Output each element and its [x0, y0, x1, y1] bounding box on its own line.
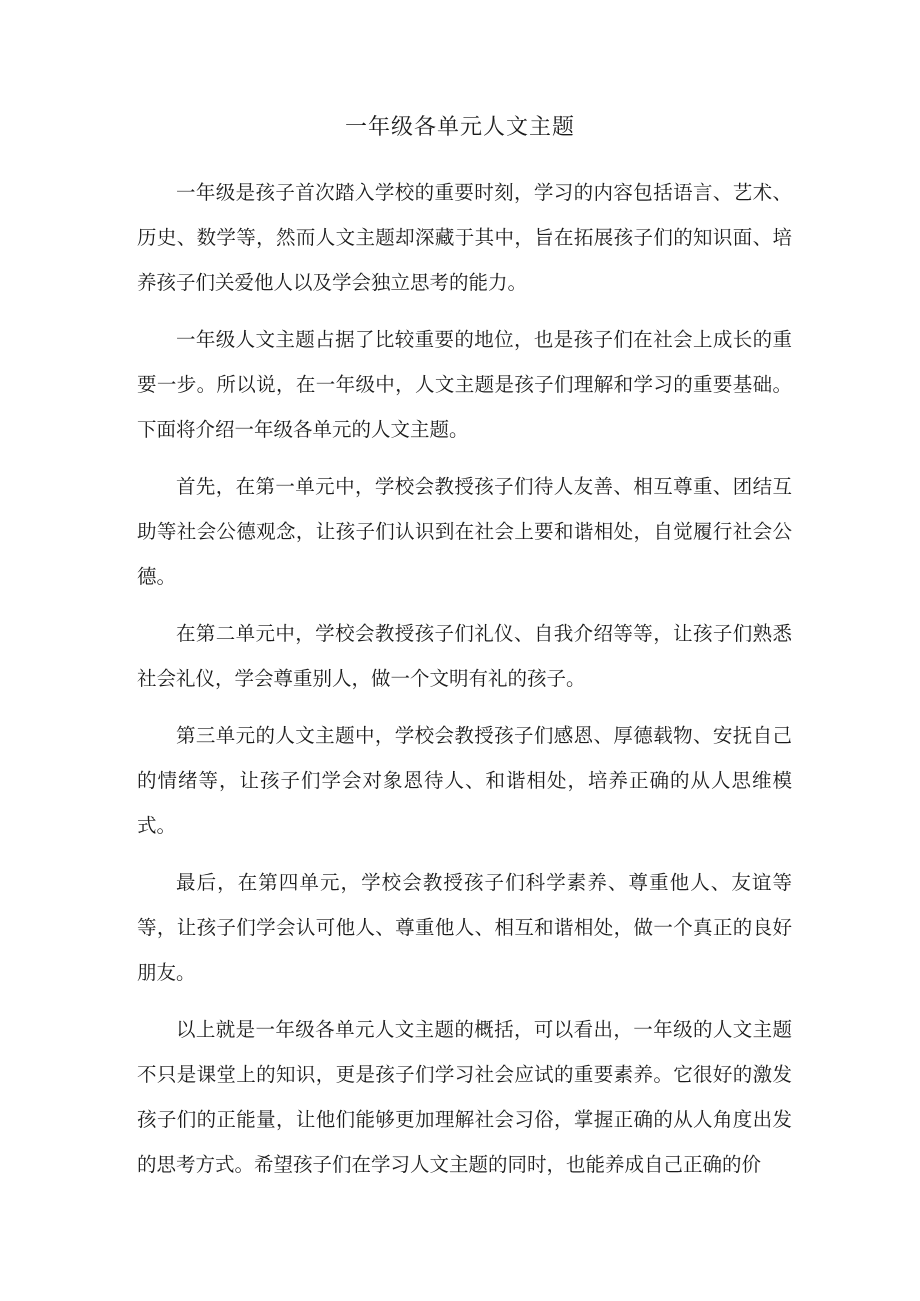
paragraph-1: 一年级是孩子首次踏入学校的重要时刻，学习的内容包括语言、艺术、历史、数学等，然而人文主题却深藏于其中，旨在拓展孩子们的知识面、培养孩子们关爱他人以及学会独立思考的能力。: [137, 181, 792, 294]
paragraph-7: 以上就是一年级各单元人文主题的概括，可以看出，一年级的人文主题不只是课堂上的知识，更是孩子们学习社会应试的重要素养。它很好的激发孩子们的正能量，让他们能够更加理解社会习俗，掌握正确的从人角度出发的思考方式。希望孩子们在学习人文主题的同时，也能养成自己正确的价: [137, 1018, 792, 1176]
document-title: 一年级各单元人文主题: [344, 115, 575, 140]
paragraph-4: 在第二单元中，学校会教授孩子们礼仪、自我介绍等等，让孩子们熟悉社会礼仪，学会尊重别人，做一个文明有礼的孩子。: [137, 622, 792, 690]
paragraph-5: 第三单元的人文主题中，学校会教授孩子们感恩、厚德载物、安抚自己的情绪等，让孩子们学会对象恩待人、和谐相处，培养正确的从人思维模式。: [137, 724, 792, 837]
paragraph-6: 最后，在第四单元，学校会教授孩子们科学素养、尊重他人、友谊等等，让孩子们学会认可他人、尊重他人、相互和谐相处，做一个真正的良好朋友。: [137, 871, 792, 984]
paragraph-3: 首先，在第一单元中，学校会教授孩子们待人友善、相互尊重、团结互助等社会公德观念，让孩子们认识到在社会上要和谐相处，自觉履行社会公德。: [137, 475, 792, 588]
paragraph-2: 一年级人文主题占据了比较重要的地位，也是孩子们在社会上成长的重要一步。所以说，在一年级中，人文主题是孩子们理解和学习的重要基础。下面将介绍一年级各单元的人文主题。: [137, 328, 792, 441]
document-body: [137, 170, 792, 1199]
